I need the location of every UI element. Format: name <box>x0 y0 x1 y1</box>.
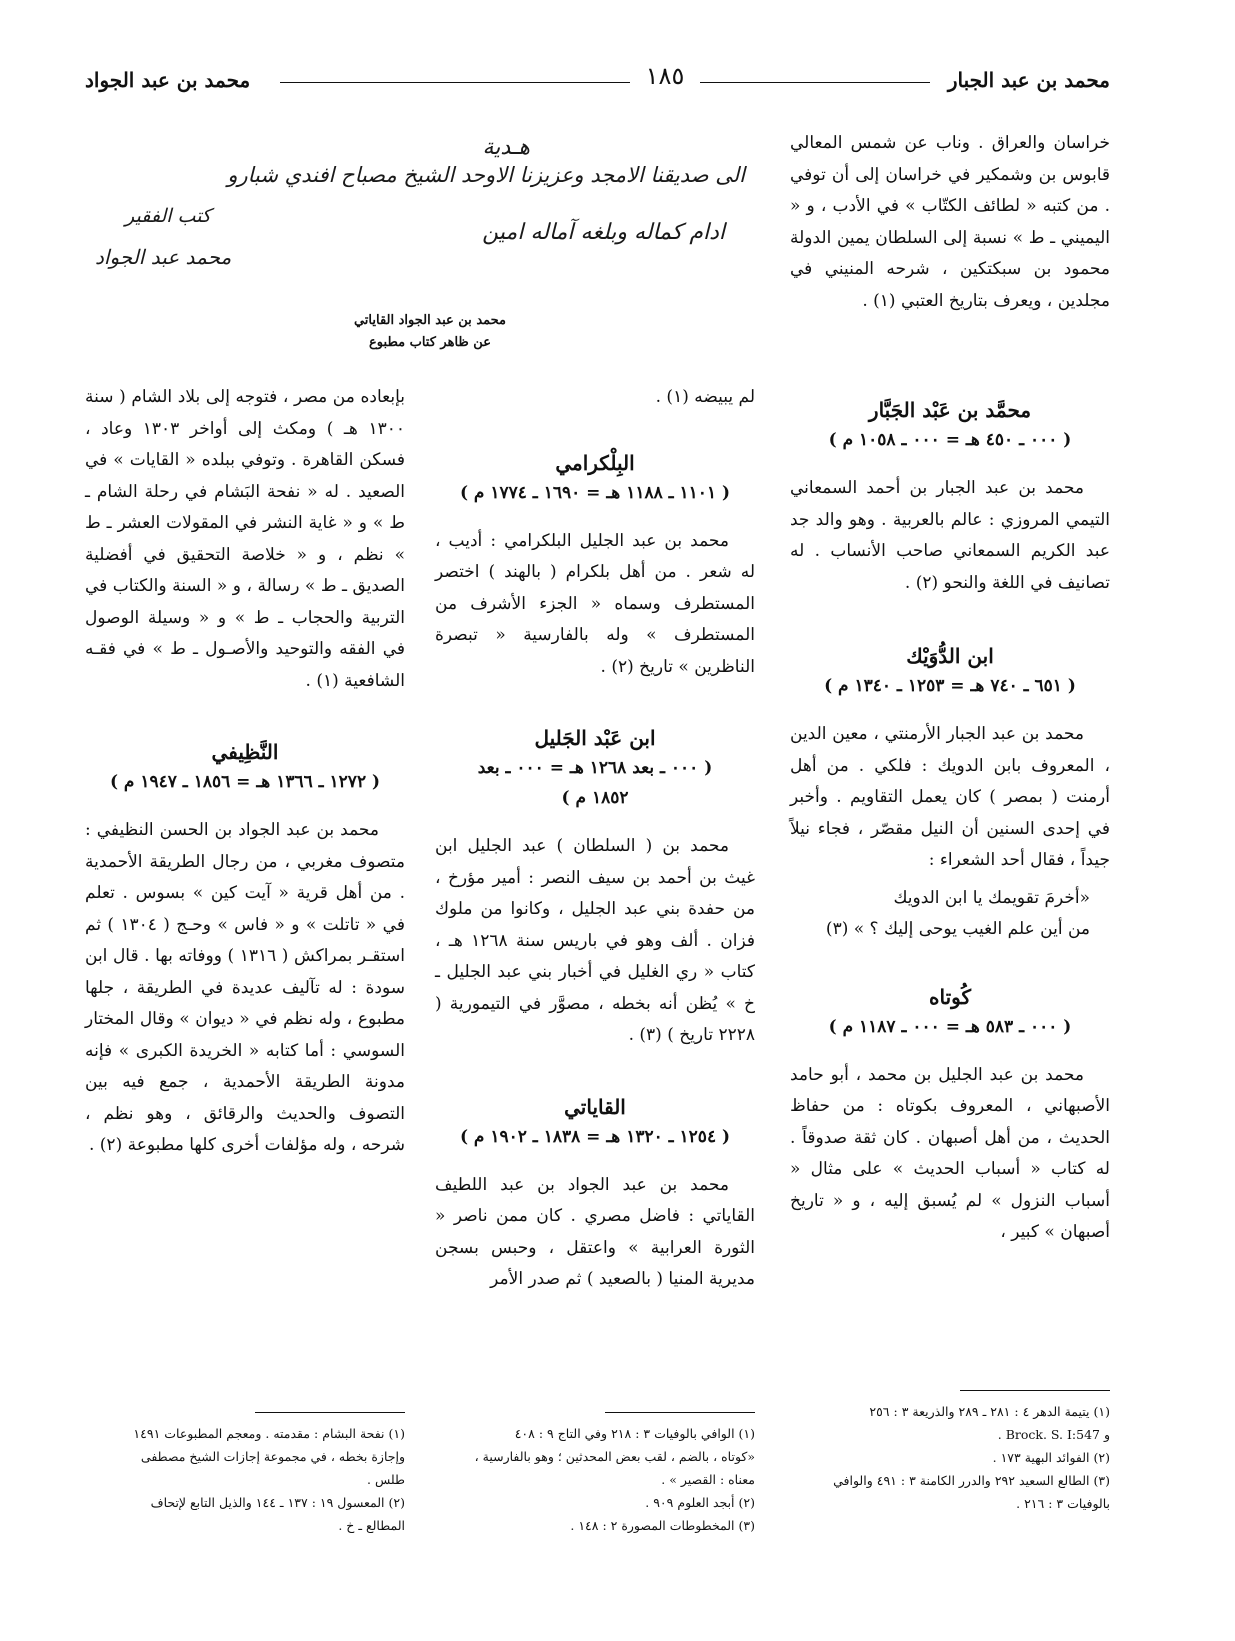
footnote-line: «كوتاه ، بالضم ، لقب بعض المحدثين ؛ وهو بالفارسية ، <box>474 1449 755 1464</box>
header-left-title: محمد بن عبد الجواد <box>85 68 251 92</box>
entry-title: البِلْكرامي <box>555 450 635 475</box>
entry-text: محمد بن عبد الجواد بن الحسن النظيفي : متصوف مغربي ، من رجال الطريقة الأحمدية . من أهل قرية « آيت كين » بسوس . تعلم في « تاتلت » و « فاس » وحـج ( ١٣٠٤ ) ثم استقـر بمراكش ( ١٣١٦ ) ووفاته بها . قال ابن سودة : له تآليف عديدة في الطريقة ، جلها مطبوع ، وله نظم في « ديوان » وقال المختار السوسي : أما كتابه « الخريدة الكبرى » فإنه مدونة الطريقة الأحمدية ، جمع فيه بين التصوف والحديث والرقائق ، وهو نظم ، شرحه ، وله مؤلفات أخرى كلها مطبوعة (٢) . <box>85 820 405 1155</box>
footnotes-middle <box>435 1422 755 1537</box>
entry-text: محمد بن عبد الجواد بن عبد اللطيف القاياتي : فاضل مصري . كان ممن ناصر « الثورة العرابية » واعتقل ، وحبس بسجن مديرية المنيا ( بالصعيد ) ثم صدر الأمر <box>435 1174 755 1289</box>
footnote-line: (٣) المخطوطات المصورة ٢ : ١٤٨ . <box>570 1518 755 1533</box>
continued-text: بإبعاده من مصر ، فتوجه إلى بلاد الشام ( سنة ١٣٠٠ هـ ) ومكث إلى أواخر ١٣٠٣ وعاد ، فسكن القاهرة . وتوفي ببلده « القايات » في الصعيد . له « نفحة البَشام في رحلة الشام ـ ط » و « غاية النشر في المقولات العشر ـ ط » نظم ، و « خلاصة التحقيق في أفضلية الصديق ـ ط » رسالة ، و « السنة والكتاب في التربية والحجاب ـ ط » و « وسيلة الوصول في الفقه والتوحيد والأصـول ـ ط » في فقـه الشافعية (١) . <box>85 387 405 691</box>
running-header <box>85 62 1110 102</box>
footnote-line: (١) الوافي بالوفيات ٣ : ٢١٨ وفي التاج ٩ : ٤٠٨ <box>514 1426 755 1441</box>
continued-text: لم يبيضه (١) . <box>655 387 755 407</box>
entry-text: محمد بن عبد الجليل البلكرامي : أديب ، له شعر . من أهل بلكرام ( بالهند ) اختصر المستطرف وسماه « الجزء الأشرف من المستطرف » وله بالفارسية « تبصرة الناظرين » تاريخ (٢) . <box>435 530 755 677</box>
caption-line-1: محمد بن عبد الجواد القاياتي <box>353 313 507 328</box>
footnote-rule <box>605 1412 755 1413</box>
handwritten-inscription <box>95 135 745 290</box>
footnote-line: (١) نفحة البشام : مقدمته . ومعجم المطبوعات ١٤٩١ <box>133 1426 405 1441</box>
entry-text: محمد بن عبد الجبار بن أحمد السمعاني التيمي المروزي : عالم بالعربية . وهو والد جد عبد الكريم السمعاني صاحب الأنساب . له تصانيف في اللغة والنحو (٢) . <box>790 478 1110 593</box>
entry-dates: ( ٠٠٠ ـ ٥٨٣ هـ = ٠٠٠ ـ ١١٨٧ م ) <box>828 1016 1072 1037</box>
caption-line-2: عن ظاهر كتاب مطبوع <box>369 335 491 350</box>
footnote-rule <box>255 1412 405 1413</box>
verse-line-2: من أين علم الغيب يوحى إليك ؟ » (٣) <box>825 919 1090 939</box>
page-number: ١٨٥ <box>645 62 685 90</box>
footnotes-right <box>790 1400 1110 1515</box>
footnotes-left <box>85 1422 405 1537</box>
footnote-line: طلس . <box>367 1472 405 1487</box>
footnote-line: المطالع ـ خ . <box>338 1518 405 1533</box>
entry-title: القاياتي <box>564 1094 626 1119</box>
verse-line-1: «أخرمَ تقويمك يا ابن الدويك <box>893 887 1090 908</box>
footnote-rule <box>960 1390 1110 1391</box>
entry-dates: ( ١٢٧٢ ـ ١٣٦٦ هـ = ١٨٥٦ ـ ١٩٤٧ م ) <box>109 772 381 792</box>
entry-dates: ( ١١٠١ ـ ١١٨٨ هـ = ١٦٩٠ ـ ١٧٧٤ م ) <box>459 482 731 503</box>
inscription-line-3: ادام كماله وبلغه آماله امين <box>482 220 725 245</box>
footnote-line: (٢) أبجد العلوم ٩٠٩ . <box>645 1495 755 1510</box>
middle-column-body <box>435 382 755 1302</box>
entry-dates: ( ٦٥١ ـ ٧٤٠ هـ = ١٢٥٣ ـ ١٣٤٠ م ) <box>824 676 1076 696</box>
right-column-body <box>790 395 1110 1255</box>
footnote-line: (٢) المعسول ١٩ : ١٣٧ ـ ١٤٤ والذيل التابع لإتحاف <box>150 1495 405 1510</box>
header-right-title: محمد بن عبد الجبار <box>947 68 1110 92</box>
entry-dates: ( ٠٠٠ ـ ٤٥٠ هـ = ٠٠٠ ـ ١٠٥٨ م ) <box>828 430 1072 450</box>
entry-text: محمد بن ( السلطان ) عبد الجليل ابن غيث بن أحمد بن سيف النصر : أمير مؤرخ ، من حفدة بني عبد الجليل ، وكانوا من ملوك فزان . ألف وهو في باريس سنة ١٢٦٨ هـ ، كتاب « ري الغليل في أخبار بني عبد الجليل ـ خ » يُظن أنه بخطه ، مصوَّر في التيمورية ( ٢٢٢٨ تاريخ ) (٣) . <box>435 836 755 1045</box>
inscription-line-4: كتب الفقير <box>125 205 211 227</box>
entry-title: محمَّد بن عَبْد الجَبَّار <box>868 398 1032 422</box>
inscription-line-5: محمد عبد الجواد <box>95 245 232 269</box>
inscription-caption <box>330 310 530 354</box>
inscription-line-1: هـدية <box>482 135 530 160</box>
header-rule-left <box>280 82 630 83</box>
entry-text: محمد بن عبد الجليل بن محمد ، أبو حامد الأصبهاني ، المعروف بكوتاه : من حفاظ الحديث ، من أهل أصبهان . كان ثقة صدوقاً . له كتاب « أسباب الحديث » على مثال « أسباب النزول » لم يُسبق إليه ، و « تاريخ أصبهان » كبير ، <box>790 1064 1110 1242</box>
entry-title: النَّظِيفي <box>211 740 279 764</box>
footnote-line: معناه : القصير » . <box>661 1472 755 1487</box>
header-rule-right <box>700 82 930 83</box>
continued-text: خراسان والعراق . وناب عن شمس المعالي قابوس بن وشمكير في خراسان إلى أن توفي . من كتبه « لطائف الكتّاب » في الأدب ، و « اليميني ـ ط » نسبة إلى السلطان يمين الدولة محمود بن سبكتكين ، شرحه المنيني في مجلدين ، ويعرف بتاريخ العتبي (١) . <box>790 133 1110 311</box>
inscription-line-2: الى صديقنا الامجد وعزيزنا الاوحد الشيخ مصباح افندي شبارو <box>227 163 745 187</box>
footnote-line: (٣) الطالع السعيد ٢٩٢ والدرر الكامنة ٣ : ٤٩١ والوافي <box>833 1473 1110 1488</box>
entry-dates: ( ٠٠٠ ـ بعد ١٢٦٨ هـ = ٠٠٠ ـ بعد <box>477 758 713 778</box>
footnote-line: وإجازة بخطه ، في مجموعة إجازات الشيخ مصطفى <box>140 1449 405 1464</box>
footnote-line: (١) يتيمة الدهر ٤ : ٢٨١ ـ ٢٨٩ والذريعة ٣ : ٢٥٦ <box>869 1404 1110 1419</box>
footnote-line: و Brock. S. I:547 . <box>997 1427 1110 1442</box>
entry-title: كُوتاه <box>929 984 971 1009</box>
entry-text: محمد بن عبد الجبار الأرمنتي ، معين الدين ، المعروف بابن الدويك : فلكي . من أهل أرمنت ( بمصر ) كان يعمل التقاويم . وأخبر في إحدى السنين أن النيل مقصّر ، فجاء نيلاً جيداً ، فقال أحد الشعراء : <box>790 724 1110 870</box>
entry-dates: ( ١٢٥٤ ـ ١٣٢٠ هـ = ١٨٣٨ ـ ١٩٠٢ م ) <box>459 1126 731 1147</box>
entry-dates-cont: ١٨٥٢ م ) <box>561 788 629 808</box>
left-column-body <box>85 382 405 1168</box>
entry-title: ابن الدُّوَيْك <box>906 644 994 668</box>
footnote-line: (٢) الفوائد البهية ١٧٣ . <box>992 1450 1110 1465</box>
footnote-line: بالوفيات ٣ : ٢١٦ . <box>1016 1496 1110 1511</box>
entry-title: ابن عَبْد الجَليل <box>534 726 656 750</box>
right-column-top <box>790 128 1110 323</box>
